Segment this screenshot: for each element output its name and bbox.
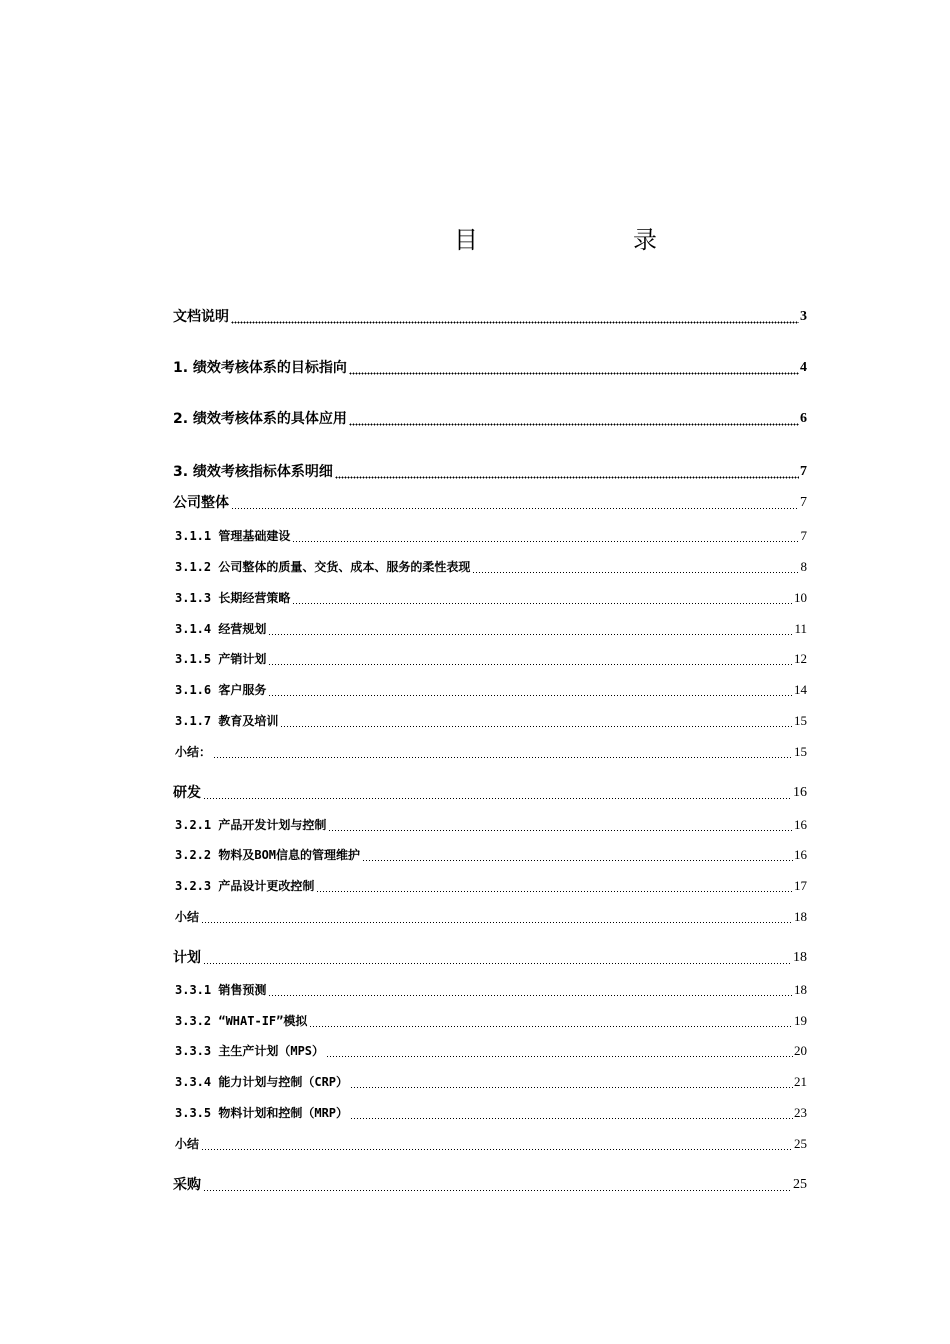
toc-entry-3-2-2[interactable] (175, 844, 807, 866)
toc-entry-doc-description[interactable] (173, 306, 807, 328)
toc-page-number: 18 (793, 950, 807, 965)
toc-page-number: 17 (794, 878, 807, 893)
toc-entry-label: 3.1.4 经营规划 (175, 622, 267, 636)
toc-entry-3-3-2[interactable] (175, 1010, 807, 1032)
toc-page-number: 7 (800, 528, 807, 543)
toc-page-number: 18 (794, 982, 807, 997)
toc-page-number: 21 (794, 1074, 807, 1089)
toc-page-number: 18 (794, 909, 807, 924)
toc-page-number: 20 (794, 1043, 807, 1058)
toc-page-number: 19 (794, 1013, 807, 1028)
toc-entry-label: 研发 (173, 785, 201, 801)
toc-page-number: 6 (800, 411, 807, 426)
toc-dot-leader (203, 786, 792, 800)
title-char-1: 目 (454, 226, 478, 254)
toc-dot-leader (201, 910, 793, 924)
toc-entry-label: 2. 绩效考核体系的具体应用 (173, 411, 347, 427)
toc-entry-purchasing[interactable] (173, 1174, 807, 1196)
toc-dot-leader (231, 310, 799, 324)
toc-entry-label: 小结 (175, 1137, 200, 1151)
toc-page-number: 3 (800, 309, 807, 324)
toc-entry-label: 3.1.5 产销计划 (175, 652, 267, 666)
toc-dot-leader (349, 412, 799, 426)
toc-entry-section-2[interactable] (173, 408, 807, 430)
toc-page-number: 8 (800, 559, 807, 574)
toc-entry-label: 3.1.3 长期经营策略 (175, 591, 291, 605)
toc-entry-rd[interactable] (173, 782, 807, 804)
toc-page-number: 7 (800, 495, 807, 510)
toc-dot-leader (292, 529, 799, 543)
toc-entry-summary-3[interactable] (175, 1133, 807, 1155)
toc-dot-leader (292, 591, 793, 605)
toc-entry-3-2-3[interactable] (175, 875, 807, 897)
toc-entry-3-3-1[interactable] (175, 979, 807, 1001)
toc-entry-3-2-1[interactable] (175, 814, 807, 836)
toc-entry-label: 3.2.3 产品设计更改控制 (175, 879, 315, 893)
toc-dot-leader (350, 1075, 793, 1089)
toc-entry-label: 小结： (175, 745, 212, 759)
toc-dot-leader (201, 1137, 793, 1151)
toc-entry-label: 3.2.1 产品开发计划与控制 (175, 818, 327, 832)
toc-dot-leader (231, 496, 799, 510)
title-char-2: 录 (633, 226, 657, 254)
toc-entry-planning[interactable] (173, 947, 807, 969)
toc-dot-leader (268, 622, 793, 636)
toc-entry-section-1[interactable] (173, 357, 807, 379)
toc-dot-leader (280, 714, 793, 728)
toc-entry-label: 3.2.2 物料及BOM信息的管理维护 (175, 848, 361, 862)
toc-entry-3-1-5[interactable] (175, 648, 807, 670)
toc-dot-leader (316, 879, 793, 893)
toc-dot-leader (213, 745, 793, 759)
toc-page-number: 4 (800, 360, 807, 375)
toc-entry-3-1-7[interactable] (175, 710, 807, 732)
toc-page-number: 12 (794, 651, 807, 666)
toc-dot-leader (472, 560, 799, 574)
toc-page-number: 15 (794, 713, 807, 728)
toc-entry-3-3-4[interactable] (175, 1071, 807, 1093)
toc-entry-label: 采购 (173, 1177, 201, 1193)
toc-page-number: 16 (794, 847, 807, 862)
toc-dot-leader (350, 1106, 793, 1120)
toc-dot-leader (203, 951, 792, 965)
toc-entry-summary-2[interactable] (175, 906, 807, 928)
toc-entry-label: 文档说明 (173, 309, 229, 325)
toc-dot-leader (203, 1178, 792, 1192)
toc-page-number: 25 (794, 1136, 807, 1151)
toc-entry-label: 3.3.1 销售预测 (175, 983, 267, 997)
toc-page-number: 15 (794, 744, 807, 759)
toc-page-number: 25 (793, 1177, 807, 1192)
toc-page-number: 10 (794, 590, 807, 605)
toc-entry-3-1-6[interactable] (175, 679, 807, 701)
toc-page-number: 16 (793, 785, 807, 800)
toc-dot-leader (326, 1044, 793, 1058)
toc-entry-3-1-4[interactable] (175, 618, 807, 640)
toc-dot-leader (335, 465, 799, 479)
toc-entry-3-1-3[interactable] (175, 587, 807, 609)
toc-page-number: 7 (800, 464, 807, 479)
toc-entry-label: 1. 绩效考核体系的目标指向 (173, 360, 347, 376)
toc-entry-3-3-3[interactable] (175, 1040, 807, 1062)
toc-page-number: 16 (794, 817, 807, 832)
toc-page-number: 11 (794, 621, 807, 636)
toc-page-number: 23 (794, 1105, 807, 1120)
toc-dot-leader (268, 983, 793, 997)
toc-entry-label: 3.1.6 客户服务 (175, 683, 267, 697)
toc-entry-summary-1[interactable] (175, 741, 807, 763)
toc-entry-label: 3.3.4 能力计划与控制（CRP） (175, 1075, 349, 1089)
toc-entry-label: 公司整体 (173, 495, 229, 511)
toc-dot-leader (328, 818, 793, 832)
toc-page-number: 14 (794, 682, 807, 697)
toc-entry-label: 3.3.5 物料计划和控制（MRP） (175, 1106, 349, 1120)
toc-entry-company-overall[interactable] (173, 492, 807, 514)
toc-entry-label: 3.3.3 主生产计划（MPS） (175, 1044, 325, 1058)
toc-entry-label: 计划 (173, 950, 201, 966)
toc-entry-label: 3.3.2 “WHAT-IF”模拟 (175, 1014, 308, 1028)
toc-entry-3-3-5[interactable] (175, 1102, 807, 1124)
toc-entry-3-1-1[interactable] (175, 525, 807, 547)
toc-entry-label: 3.1.7 教育及培训 (175, 714, 279, 728)
toc-dot-leader (268, 652, 793, 666)
toc-entry-label: 3.1.1 管理基础建设 (175, 529, 291, 543)
toc-dot-leader (309, 1014, 793, 1028)
toc-entry-label: 3.1.2 公司整体的质量、交货、成本、服务的柔性表现 (175, 560, 471, 574)
toc-entry-label: 小结 (175, 910, 200, 924)
toc-entry-label: 3. 绩效考核指标体系明细 (173, 464, 333, 480)
toc-dot-leader (268, 683, 793, 697)
toc-entry-3-1-2[interactable] (175, 556, 807, 578)
toc-dot-leader (362, 848, 793, 862)
toc-dot-leader (349, 361, 799, 375)
toc-entry-section-3[interactable] (173, 461, 807, 483)
